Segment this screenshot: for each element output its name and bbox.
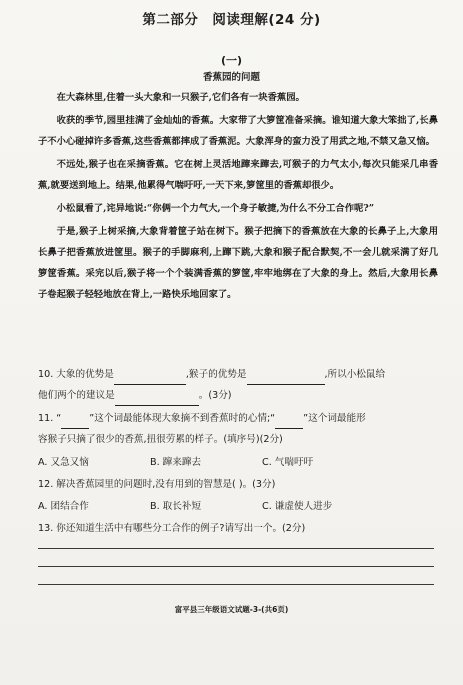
passage-paragraph: 不远处,猴子也在采摘香蕉。它在树上灵活地蹿来蹿去,可猴子的力气太小,每次只能采几串香蕉,就要送到地上。结果,他累得气喘吁吁,一天下来,箩筐里的香蕉却很少。	[38, 159, 438, 191]
answer-line[interactable]	[38, 584, 434, 585]
answer-blank[interactable]	[61, 416, 89, 429]
question-10: 10. 大象的优势是 ,猴子的优势是 ,所以小松鼠给 他们两个的建议是 。(3分)	[38, 364, 438, 406]
question-12: 12. 解决香蕉园里的问题时,没有用到的智慧是( )。(3分)	[38, 479, 276, 490]
answer-blank[interactable]	[275, 416, 303, 429]
question-13: 13. 你还知道生活中有哪些分工合作的例子?请写出一个。(2分)	[38, 523, 306, 534]
passage-paragraph: 小松鼠看了,诧异地说:“你俩一个力气大,一个身子敏捷,为什么不分工合作呢?”	[56, 203, 375, 214]
answer-blank[interactable]	[115, 393, 199, 406]
option-b[interactable]: B. 取长补短	[150, 501, 202, 512]
answer-line[interactable]	[38, 566, 434, 567]
option-c[interactable]: C. 谦虚使人进步	[262, 501, 333, 512]
story-title: 香蕉园的问题	[202, 72, 260, 83]
option-a[interactable]: A. 团结合作	[38, 501, 89, 512]
page-footer: 富平县三年级语文试题-3-(共6页)	[174, 605, 289, 614]
question-11-options	[38, 452, 438, 473]
answer-line[interactable]	[38, 548, 434, 549]
answer-blank[interactable]	[247, 372, 325, 385]
question-11: 11. “ ”这个词最能体现大象摘不到香蕉时的心情;“ ”这个词最能形 容猴子只摘了很少的香蕉,扭很劳累的样子。(填序号)(2分)	[38, 413, 366, 445]
option-a[interactable]: A. 又急又恼	[38, 457, 89, 468]
reading-passage	[38, 87, 438, 307]
passage-paragraph: 在大森林里,住着一头大象和一只猴子,它们各有一块香蕉园。	[56, 92, 305, 103]
question-12-options	[38, 496, 438, 517]
answer-blank[interactable]	[114, 372, 186, 385]
option-c[interactable]: C. 气喘吁吁	[262, 457, 314, 468]
part-header	[0, 8, 463, 28]
passage-paragraph: 收获的季节,园里挂满了金灿灿的香蕉。大家带了大箩筐准备采摘。谁知道大象大笨拙了,长鼻子不小心碰掉许多香蕉,这些香蕉都摔成了香蕉泥。大象浑身的蛮力没了用武之地,不禁又急又恼。	[38, 115, 438, 147]
part-title: 阅读理解(24 分)	[212, 12, 321, 28]
option-b[interactable]: B. 蹿来蹿去	[150, 457, 202, 468]
section-number: (一)	[220, 54, 243, 67]
part-label: 第二部分	[142, 12, 199, 28]
passage-paragraph: 于是,猴子上树采摘,大象背着筐子站在树下。猴子把摘下的香蕉放在大象的长鼻子上,大象用长鼻子把香蕉放进筐里。猴子的手脚麻利,上蹿下跳,大象和猴子配合默契,不一会儿就采满了好几箩筐香蕉。采完以后,猴子将一个个装满香蕉的箩筐,牢牢地绑在了大象的身上。然后,大象用长鼻子卷起猴子轻轻地放在背上,一路快乐地回家了。	[38, 226, 438, 300]
